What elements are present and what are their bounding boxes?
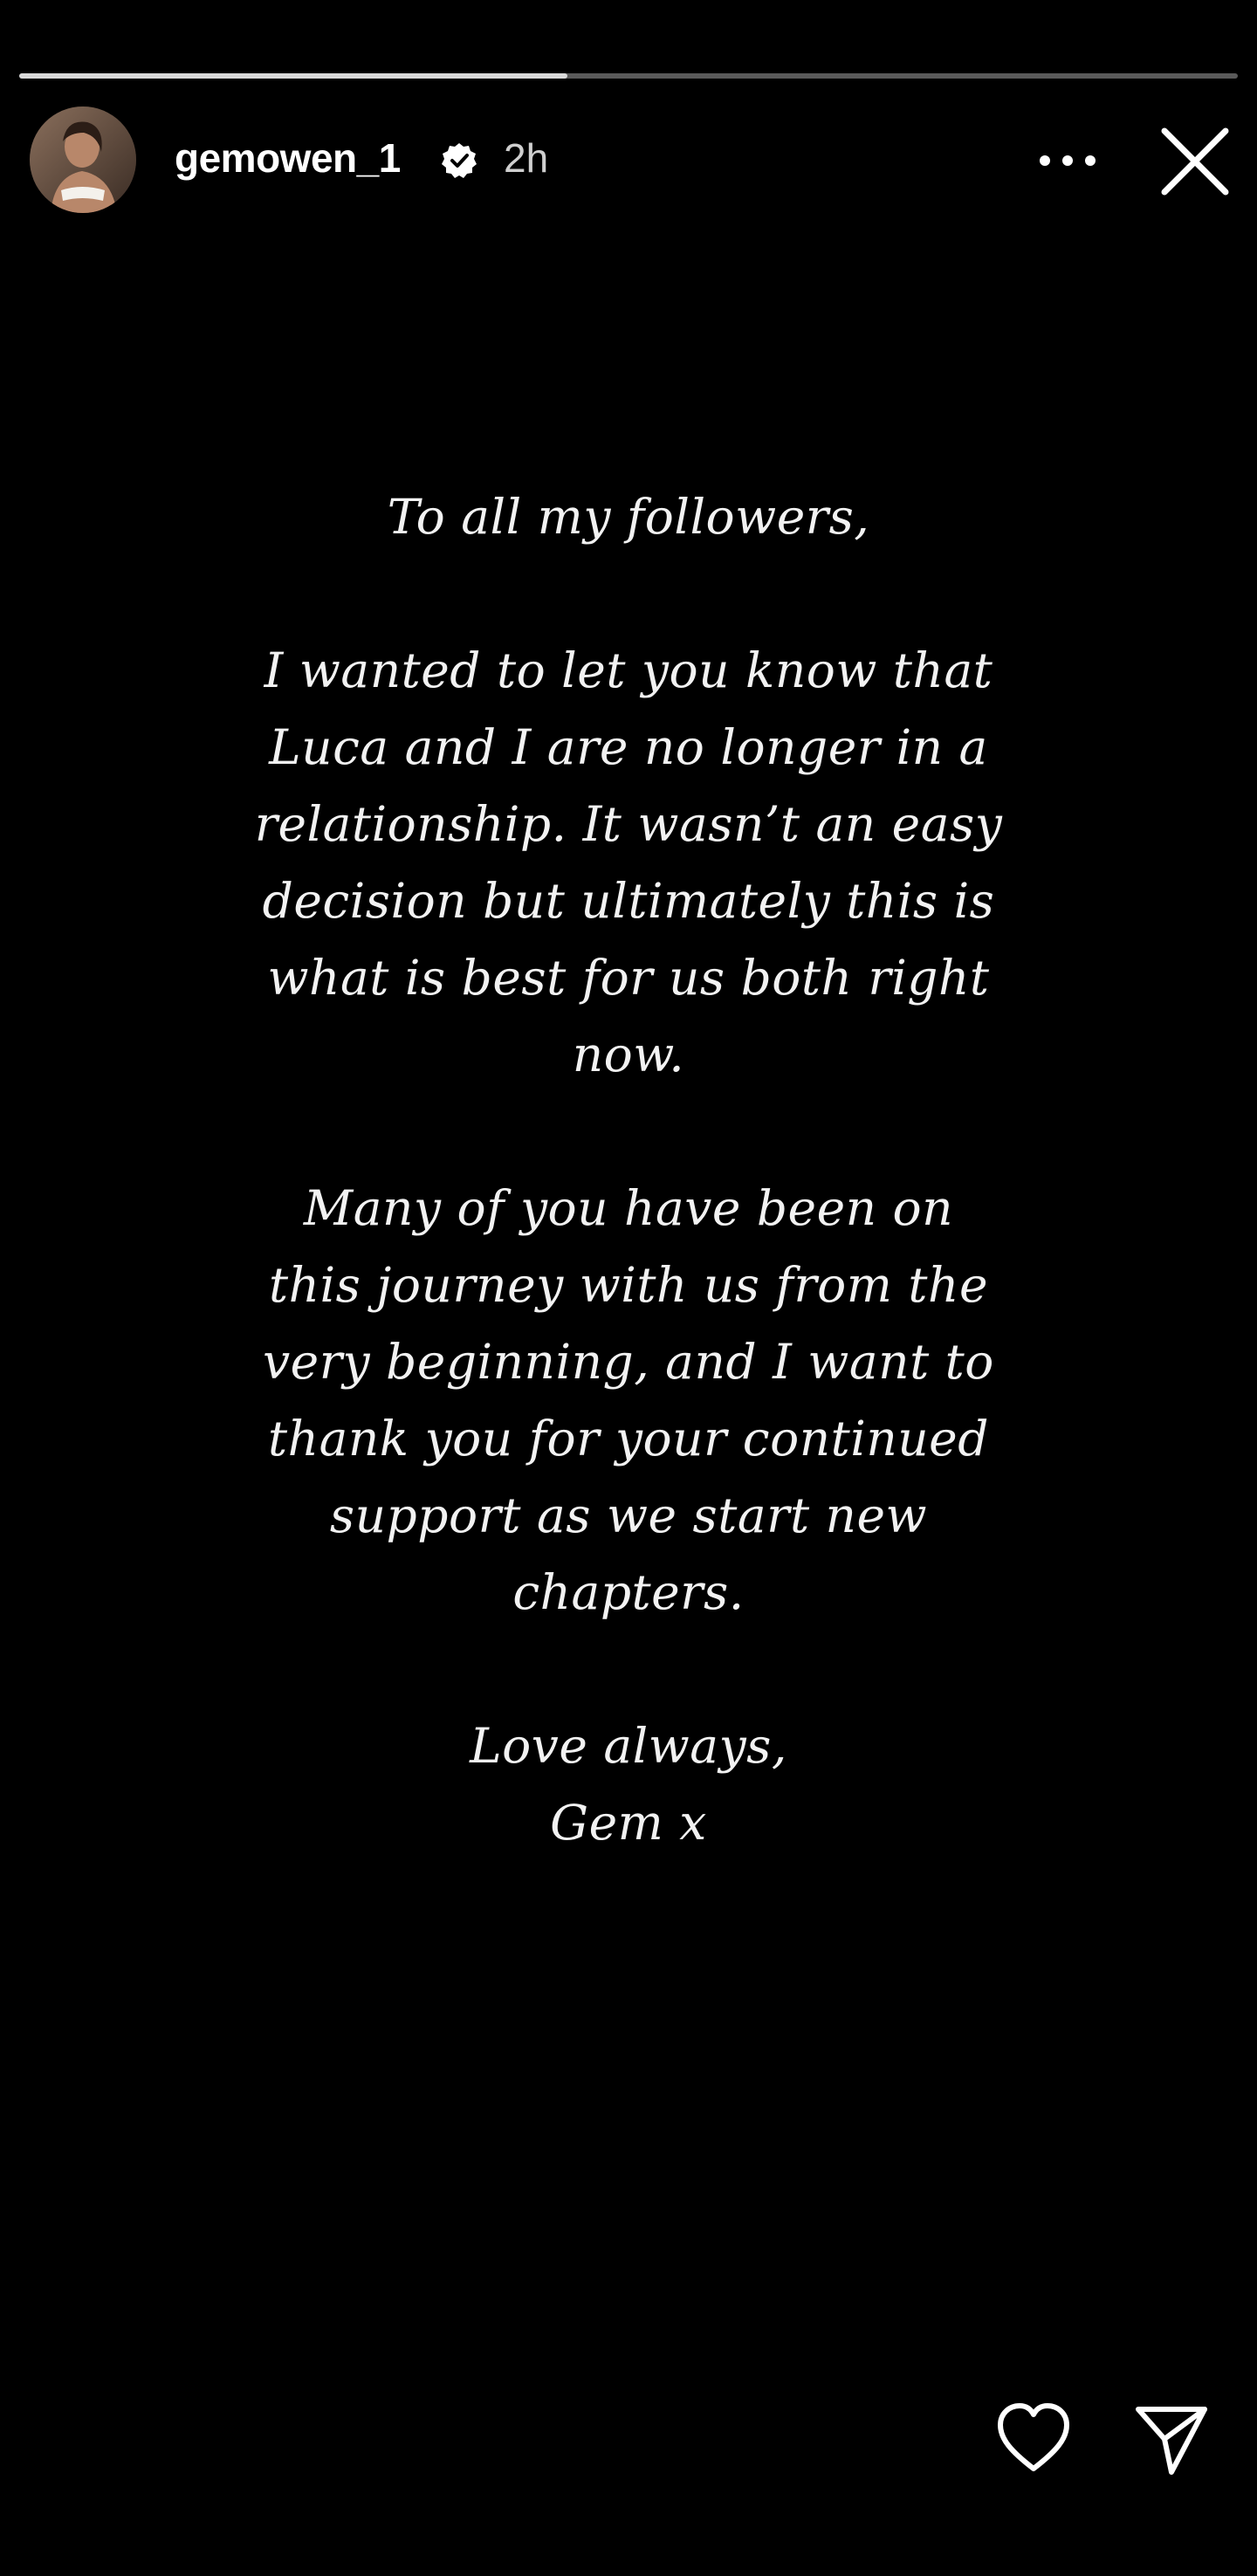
story-header (0, 96, 1257, 227)
message-greeting: To all my followers, (387, 489, 870, 545)
story-message (218, 478, 1039, 1861)
message-paragraph-2: Many of you have been on this journey with us from the very beginning, and I want to thank you for your continued support as we start new chapters. (263, 1180, 994, 1620)
heart-icon[interactable] (993, 2399, 1074, 2479)
story-timestamp: 2h (504, 135, 549, 181)
story-progress-bar (19, 73, 1238, 79)
profile-photo-icon (30, 106, 136, 213)
more-horizontal-icon[interactable] (1037, 145, 1098, 176)
message-signature: Gem x (550, 1795, 707, 1851)
avatar[interactable] (30, 106, 136, 213)
message-paragraph-1: I wanted to let you know that Luca and I are no longer in a relationship. It wasn’t an easy decision but ultimately this is what is best for us both right now. (254, 642, 1003, 1082)
send-icon[interactable] (1131, 2399, 1212, 2479)
username[interactable]: gemowen_1 (175, 135, 401, 181)
story-progress-fill (19, 73, 567, 79)
close-icon[interactable] (1159, 126, 1231, 197)
message-signoff: Love always, (470, 1718, 787, 1774)
verified-badge-icon (440, 141, 478, 180)
